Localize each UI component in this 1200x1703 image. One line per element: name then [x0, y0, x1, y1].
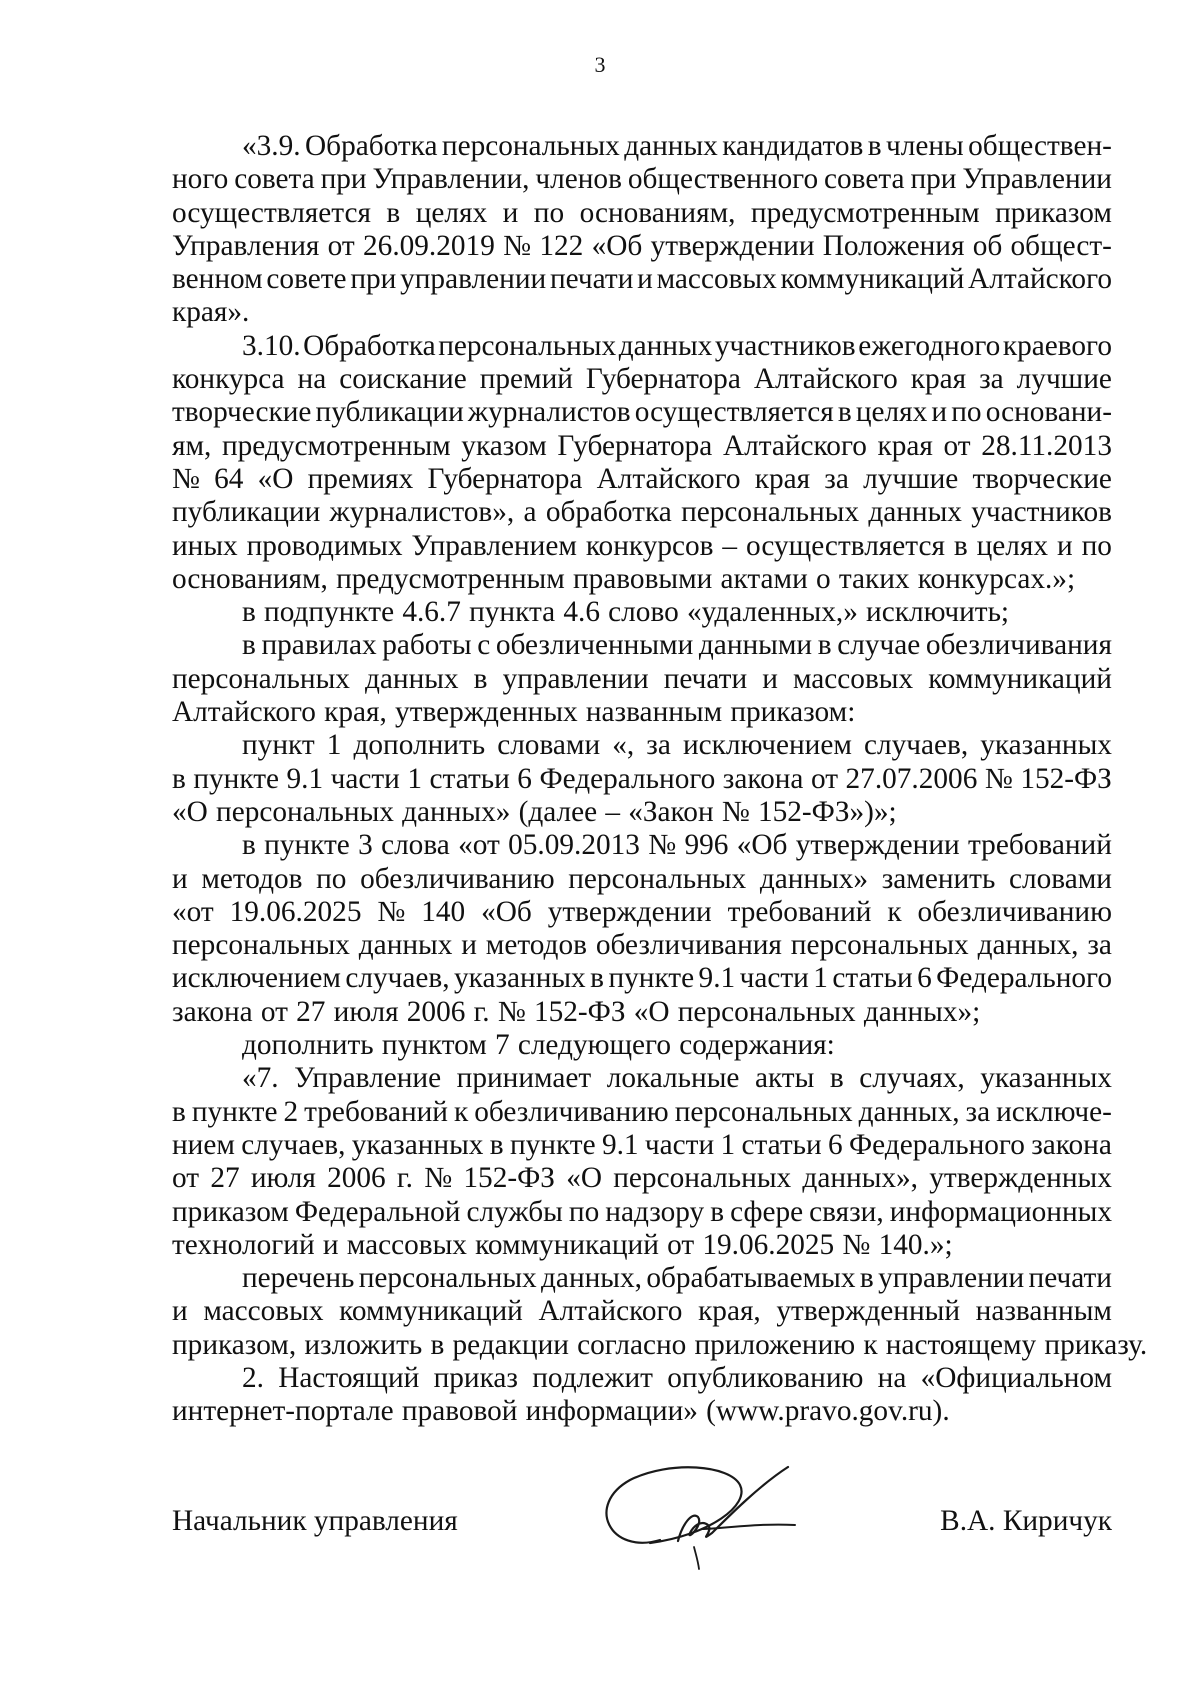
document-body [172, 130, 1148, 1429]
text-line: технологий и массовых коммуникаций от 19.06.2025 № 140.»; [172, 1228, 953, 1261]
text-line: пункт 1 дополнить словами «, за исключением случаев, указанных [242, 729, 1112, 762]
text-line: исключением случаев, указанных в пункте 9.1 части 1 статьи 6 Федерального [172, 962, 1112, 995]
text-line: творческие публикации журналистов осуществляется в целях и по основани- [172, 396, 1112, 429]
text-line: нием случаев, указанных в пункте 9.1 части 1 статьи 6 Федерального закона [172, 1128, 1112, 1161]
text-line: ного совета при Управлении, членов общественного совета при Управлении [172, 163, 1112, 196]
text-line: интернет-портале правовой информации» (www.pravo.gov.ru). [172, 1395, 950, 1428]
paragraph [172, 1062, 1112, 1262]
text-line: и массовых коммуникаций Алтайского края, утвержденный названным [172, 1295, 1112, 1328]
text-line: персональных данных в управлении печати и массовых коммуникаций [172, 662, 1112, 695]
text-line: в подпункте 4.6.7 пункта 4.6 слово «удаленных,» исключить; [242, 596, 1010, 629]
text-line: венном совете при управлении печати и массовых коммуникаций Алтайского [172, 263, 1112, 296]
paragraph [172, 729, 1112, 829]
text-line: основаниям, предусмотренным правовыми актами о таких конкурсах.»; [172, 562, 1076, 595]
text-line: закона от 27 июля 2006 г. № 152-ФЗ «О персональных данных»; [172, 995, 981, 1028]
text-line: № 64 «О премиях Губернатора Алтайского края за лучшие творческие [172, 462, 1112, 495]
text-line: от 27 июля 2006 г. № 152-ФЗ «О персональных данных», утвержденных [172, 1162, 1112, 1195]
page-number: 3 [594, 52, 606, 77]
text-line: и методов по обезличиванию персональных данных» заменить словами [172, 862, 1112, 895]
paragraph [172, 629, 1112, 729]
paragraph [172, 829, 1112, 1029]
paragraph [172, 1262, 1148, 1362]
text-line: в пункте 3 слова «от 05.09.2013 № 996 «Об утверждении требований [242, 829, 1112, 862]
text-line: иных проводимых Управлением конкурсов – осуществляется в целях и по [172, 529, 1112, 562]
text-line: ям, предусмотренным указом Губернатора Алтайского края от 28.11.2013 [172, 429, 1112, 462]
text-line: осуществляется в целях и по основаниям, предусмотренным приказом [172, 196, 1112, 229]
text-line: края». [172, 296, 250, 329]
text-line: приказом, изложить в редакции согласно приложению к настоящему приказу. [172, 1328, 1148, 1361]
text-line: публикации журналистов», а обработка персональных данных участников [172, 496, 1112, 529]
text-line: перечень персональных данных, обрабатываемых в управлении печати [242, 1262, 1112, 1295]
text-line: персональных данных и методов обезличивания персональных данных, за [172, 929, 1112, 962]
text-line: «от 19.06.2025 № 140 «Об утверждении требований к обезличиванию [172, 895, 1112, 928]
text-line: Алтайского края, утвержденных названным приказом: [172, 696, 856, 729]
paragraph [172, 1362, 1112, 1429]
text-line: в пункте 2 требований к обезличиванию персональных данных, за исключе- [172, 1095, 1112, 1128]
text-line: Управления от 26.09.2019 № 122 «Об утверждении Положения об общест- [172, 229, 1112, 262]
text-line: приказом Федеральной службы по надзору в сфере связи, информационных [172, 1195, 1112, 1228]
signer-name: В.А. Киричук [940, 1505, 1112, 1537]
handwritten-signature [590, 1445, 800, 1575]
text-line: 3.10. Обработка персональных данных участников ежегодного краевого [242, 329, 1112, 362]
paragraph [172, 330, 1112, 596]
text-line: «7. Управление принимает локальные акты в случаях, указанных [242, 1062, 1112, 1095]
paragraph [172, 130, 1112, 330]
text-line: в пункте 9.1 части 1 статьи 6 Федерального закона от 27.07.2006 № 152-ФЗ [172, 762, 1112, 795]
text-line: «3.9. Обработка персональных данных кандидатов в члены обществен- [242, 130, 1112, 162]
text-line: дополнить пунктом 7 следующего содержания: [242, 1029, 835, 1062]
text-line: «О персональных данных» (далее – «Закон № 152-ФЗ»)»; [172, 795, 897, 828]
text-line: в правилах работы с обезличенными данными в случае обезличивания [242, 629, 1112, 662]
text-line: 2. Настоящий приказ подлежит опубликованию на «Официальном [242, 1361, 1112, 1394]
text-line: конкурса на соискание премий Губернатора Алтайского края за лучшие [172, 363, 1112, 396]
signer-title: Начальник управления [172, 1505, 458, 1537]
paragraph [172, 596, 1112, 629]
paragraph [172, 1029, 1112, 1062]
